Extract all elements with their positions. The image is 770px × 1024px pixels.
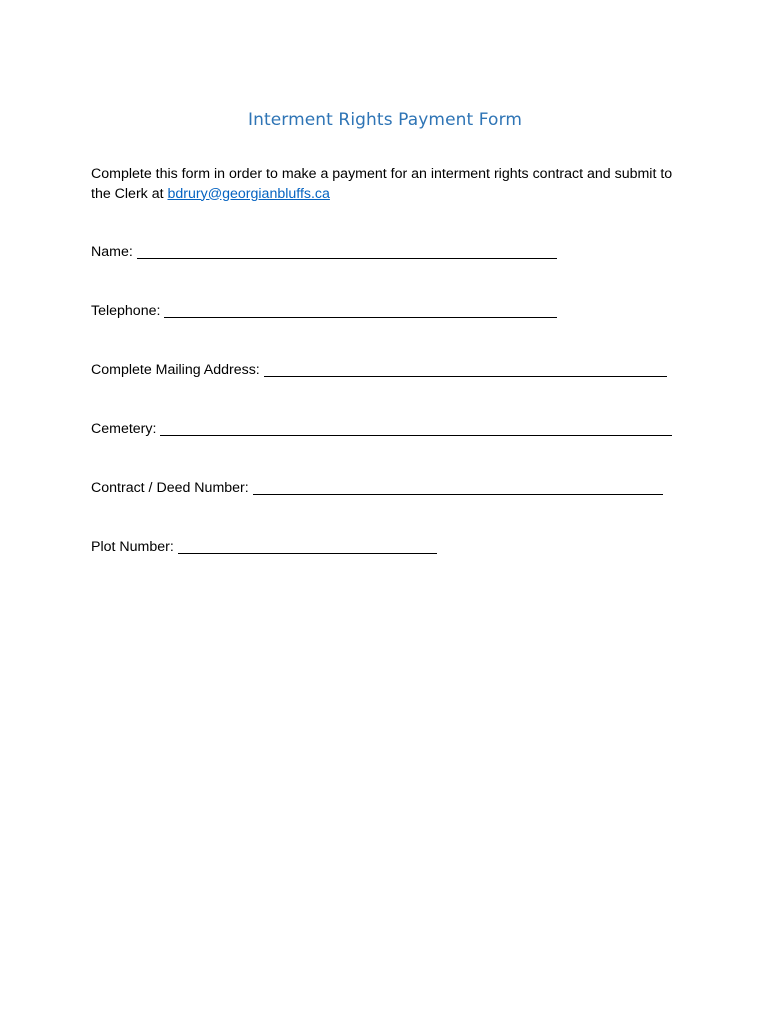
plot-number-input-line[interactable] bbox=[178, 539, 437, 554]
intro-paragraph bbox=[91, 165, 691, 204]
telephone-input-line[interactable] bbox=[164, 303, 557, 318]
contract-deed-input-line[interactable] bbox=[253, 480, 663, 495]
telephone-label: Telephone: bbox=[91, 303, 161, 319]
page-title: Interment Rights Payment Form bbox=[247, 110, 523, 130]
cemetery-field bbox=[91, 419, 672, 439]
plot-number-label: Plot Number: bbox=[91, 539, 174, 555]
plot-number-field bbox=[91, 537, 437, 557]
intro-text: Complete this form in order to make a payment for an interment rights contract and submit to the Clerk at bbox=[91, 166, 673, 202]
cemetery-input-line[interactable] bbox=[160, 421, 672, 436]
contract-deed-label: Contract / Deed Number: bbox=[91, 480, 249, 496]
name-input-line[interactable] bbox=[137, 244, 557, 259]
name-label: Name: bbox=[91, 244, 133, 260]
contract-deed-field bbox=[91, 478, 663, 498]
cemetery-label: Cemetery: bbox=[91, 421, 157, 437]
telephone-field bbox=[91, 301, 557, 321]
name-field bbox=[91, 242, 557, 262]
mailing-address-field bbox=[91, 360, 667, 380]
clerk-email-link[interactable]: bdrury@georgianbluffs.ca bbox=[167, 185, 330, 202]
mailing-address-input-line[interactable] bbox=[264, 362, 667, 377]
mailing-address-label: Complete Mailing Address: bbox=[91, 362, 260, 378]
